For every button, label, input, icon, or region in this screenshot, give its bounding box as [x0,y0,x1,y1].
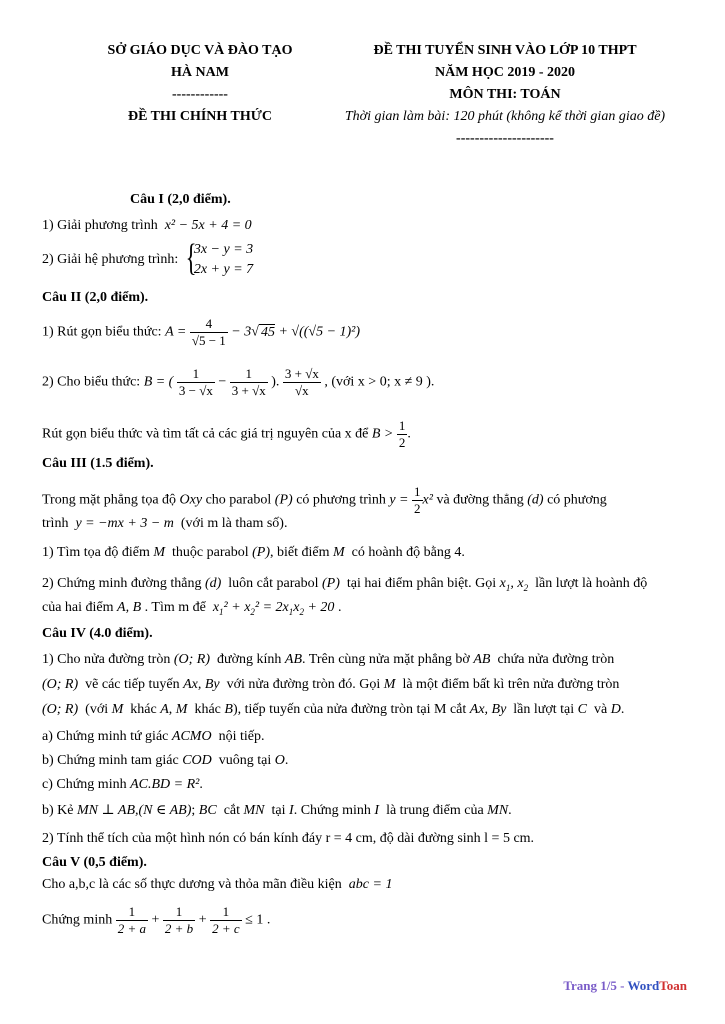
exam-title: ĐỀ THI TUYỂN SINH VÀO LỚP 10 THPT [373,43,637,58]
subject-label: MÔN THI: TOÁN [449,87,561,102]
q1-title: Câu I (2,0 điểm). [130,192,231,207]
q4-part-a: a) Chứng minh tứ giác ACMO nội tiếp. [42,729,265,744]
page-footer [563,978,687,994]
q4-part-b: b) Chứng minh tam giác COD vuông tại O. [42,753,289,768]
q3-part1: 1) Tìm tọa độ điểm M thuộc parabol (P), biết điểm M có hoành độ bằng 4. [42,545,465,560]
q3-part2-cont: của hai điểm A, B . Tìm m để $x_1^2 + x_2^2 = 2x_1x_2 + 20$ . [42,600,342,617]
q4-part-d: b) Kẻ MN ⊥ AB,(N ∈ AB); BC cắt MN tại I. Chứng minh I là trung điểm của MN. [42,803,512,818]
q3-line2: trình y = −mx + 3 − m (với m là tham số). [42,516,288,531]
equation-system: { 3x − y = 3 2x + y = 7 [185,237,254,279]
q4-part-2: 2) Tính thể tích của một hình nón có bán kính đáy r = 4 cm, độ dài đường sinh l = 5 cm. [42,831,535,846]
official-label: ĐỀ THI CHÍNH THỨC [127,109,273,124]
brand-word: Word [627,978,660,993]
q3-title: Câu III (1.5 điểm). [42,456,154,471]
page-number: Trang 1/5 - [563,978,628,993]
header-divider: ------------ [172,87,228,102]
q2-part2: 2) Cho biểu thức: B = ( $\frac{1}{3 - √x}$ − $\frac{1}{3 + √x}$ ). $\frac{3 + √x}{√x}$ , (với x > 0; x ≠ 9 ). [42,366,435,398]
time-label: Thời gian làm bài: 120 phút (không kể thời gian giao đề) [344,109,666,124]
q1-equation: x² − 5x + 4 = 0 [164,218,252,233]
header-divider-right: --------------------- [456,131,554,146]
q3-line1: Trong mặt phẳng tọa độ Oxy cho parabol (P) có phương trình y = $\frac{1}{2}$ x² và đường thẳng (d) có phương [42,484,607,516]
q4-line3: (O; R) (với M khác A, M khác B), tiếp tuyến của nửa đường tròn tại M cắt Ax, By lần lượt tại C và D. [42,702,625,717]
q5-line1: Cho a,b,c là các số thực dương và thỏa mãn điều kiện abc = 1 [42,877,393,892]
q2-part3: Rút gọn biểu thức và tìm tất cả các giá trị nguyên của x để B > $\frac{1}{2}$ . [42,418,411,450]
q4-title: Câu IV (4.0 điểm). [42,626,153,641]
q5-title: Câu V (0,5 điểm). [42,855,147,870]
q1-part2: 2) Giải hệ phương trình: { 3x − y = 3 2x + y = 7 [42,237,254,279]
province-name: HÀ NAM [171,65,229,80]
q2-part1: 1) Rút gọn biểu thức: A = $\frac{4}{√5 - 1}$ − 3√ 45 + √((√5 − 1)²) [42,316,361,348]
q4-part-c: c) Chứng minh AC.BD = R². [42,777,203,792]
q1-part1: 1) Giải phương trình x² − 5x + 4 = 0 [42,218,252,233]
header-right [315,40,695,150]
dept-name: SỞ GIÁO DỤC VÀ ĐÀO TẠO [107,43,293,58]
q4-line1: 1) Cho nửa đường tròn (O; R) đường kính AB. Trên cùng nửa mặt phẳng bờ AB chứa nửa đường tròn [42,652,615,667]
q2-title: Câu II (2,0 điểm). [42,290,149,305]
q5-line2: Chứng minh $\frac{1}{2 + a}$ + $\frac{1}{2 + b}$ + $\frac{1}{2 + c}$ ≤ 1 . [42,904,271,936]
header-left [60,40,340,128]
fraction: $\frac{4}{√5 - 1}$ [191,316,226,348]
q4-line2: (O; R) vẽ các tiếp tuyến Ax, By với nửa đường tròn đó. Gọi M là một điểm bất kì trên nửa đường tròn [42,677,620,692]
school-year: NĂM HỌC 2019 - 2020 [435,65,575,80]
brand-toan: Toan [659,978,687,993]
q3-part2: 2) Chứng minh đường thẳng (d) luôn cắt parabol (P) tại hai điểm phân biệt. Gọi $x_1$, $x_2$ lần lượt là hoành độ [42,576,648,593]
